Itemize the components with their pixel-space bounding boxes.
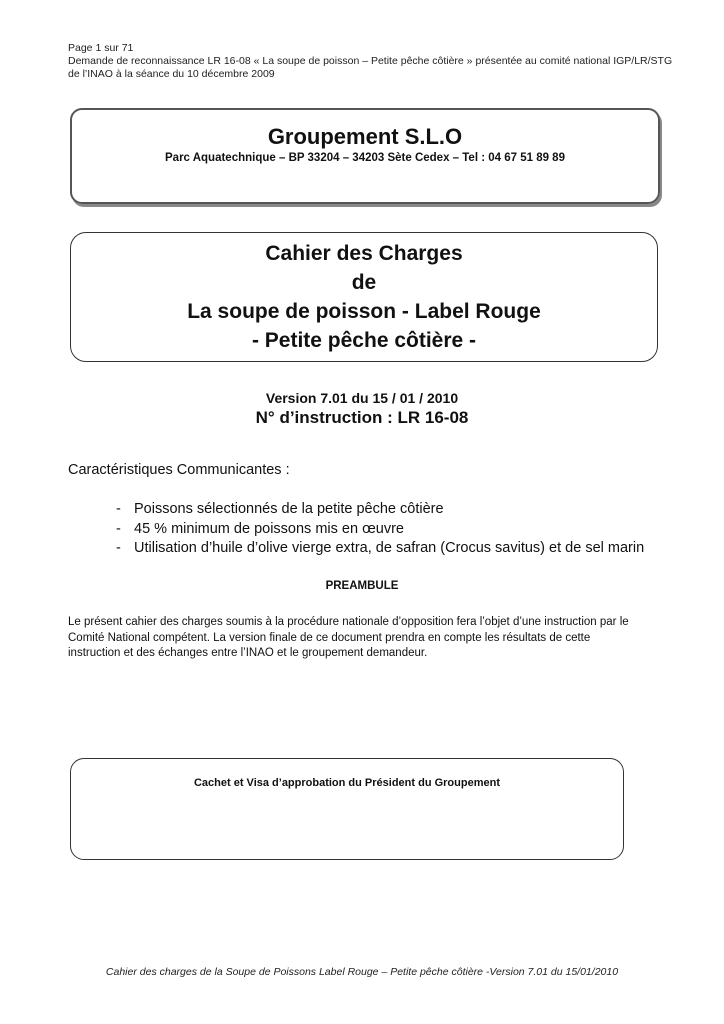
organization-name: Groupement S.L.O: [267, 124, 463, 149]
organization-box: [70, 108, 660, 204]
title-line-3: La soupe de poisson - Label Rouge: [187, 300, 541, 323]
preamble-line-2: Comité National compétent. La version finale de ce document prendra en compte les résultats de cette: [68, 631, 591, 644]
version-text: Version 7.01 du 15 / 01 / 2010: [265, 390, 459, 406]
preamble-text: [68, 615, 668, 662]
title-line-4: - Petite pêche côtière -: [251, 329, 477, 352]
organization-address: Parc Aquatechnique – BP 33204 – 34203 Sète Cedex – Tel : 04 67 51 89 89: [165, 152, 565, 164]
stamp-caption: Cachet et Visa d’approbation du Président du Groupement: [193, 777, 500, 789]
page-footer: Cahier des charges de la Soupe de Poissons Label Rouge – Petite pêche côtière -Version 7.01 du 15/01/2010: [105, 966, 619, 978]
title-line-2: de: [351, 271, 377, 294]
title-box: [70, 232, 658, 362]
preamble-line-1: Le présent cahier des charges soumis à la procédure nationale d’opposition fera l’objet d’une instruction par le: [68, 616, 629, 628]
preamble-heading: PREAMBULE: [325, 580, 399, 592]
list-item: - Poissons sélectionnés de la petite pêche côtière: [116, 501, 444, 517]
list-item: - Utilisation d’huile d’olive vierge extra, de safran (Crocus savitus) et de sel marin: [116, 540, 645, 556]
title-line-1: Cahier des Charges: [265, 242, 463, 265]
header-line-1: Demande de reconnaissance LR 16-08 « La soupe de poisson – Petite pêche côtière » présentée au comité national IGP/LR/STG: [68, 55, 673, 67]
instruction-number: N° d’instruction : LR 16-08: [255, 408, 469, 427]
stamp-box: [70, 758, 624, 860]
page-header: [68, 42, 672, 81]
preamble-line-3: instruction et des échanges entre l’INAO et le groupement demandeur.: [68, 647, 428, 659]
characteristics-heading: Caractéristiques Communicantes :: [68, 462, 290, 478]
characteristics-list: [116, 500, 644, 559]
header-line-2: de l’INAO à la séance du 10 décembre 2009: [68, 68, 275, 80]
page-number: Page 1 sur 71: [68, 42, 134, 54]
list-item: - 45 % minimum de poissons mis en œuvre: [116, 520, 404, 537]
